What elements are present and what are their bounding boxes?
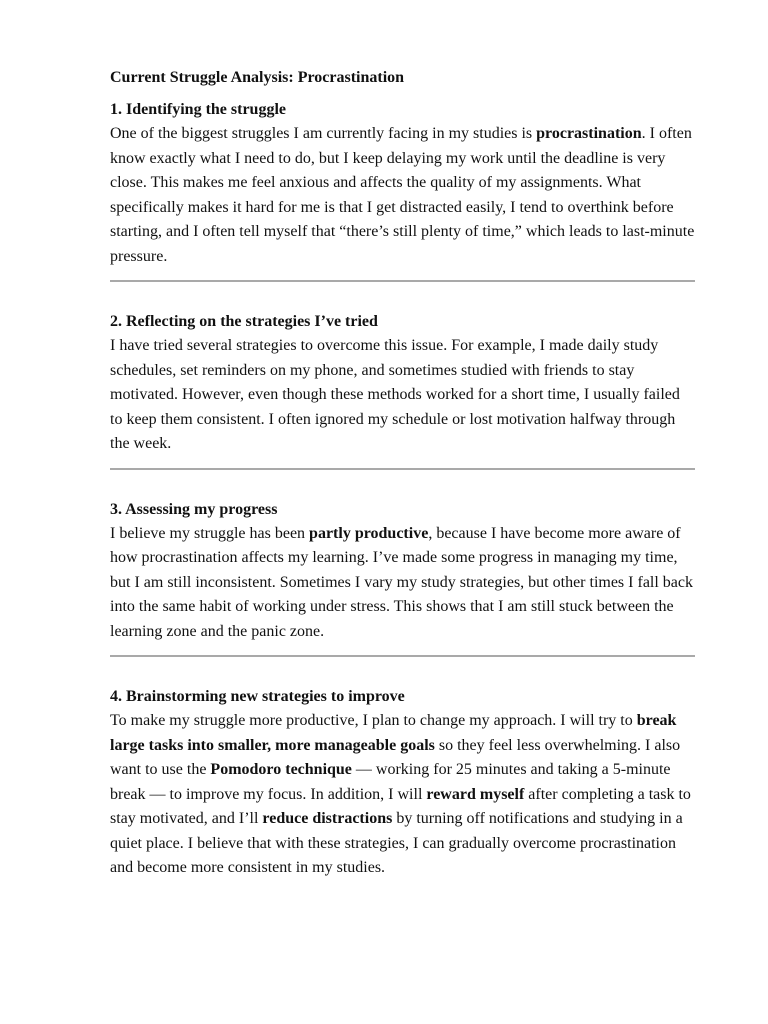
text-run: To make my struggle more productive, I plan to change my approach. I will try to bbox=[110, 712, 637, 729]
section-reflecting-strategies bbox=[110, 310, 695, 457]
section-paragraph bbox=[110, 334, 695, 457]
text-run: I have tried several strategies to overcome this issue. For example, I made daily study schedules, set reminders on my phone, and sometimes studied with friends to stay motivated. However, even though these methods worked for a short time, I usually failed to keep them consistent. I often ignored my schedule or lost motivation halfway through the week. bbox=[110, 337, 680, 452]
section-paragraph bbox=[110, 122, 695, 269]
section-paragraph bbox=[110, 709, 695, 881]
section-brainstorming-strategies bbox=[110, 685, 695, 881]
text-run: — working for 25 minutes and taking a 5-minute break — to improve my focus. In addition, I will bbox=[110, 761, 671, 803]
text-run: , because I have become more aware of how procrastination affects my learning. I’ve made some progress in managing my time, but I am still inconsistent. Sometimes I vary my study strategies, but other times I fall back into the same habit of working under stress. This shows that I am still stuck between the learning zone and the panic zone. bbox=[110, 524, 694, 640]
section-divider bbox=[110, 280, 695, 282]
section-divider bbox=[110, 655, 695, 657]
bold-text-run: break large tasks into smaller, more manageable goals bbox=[110, 712, 677, 754]
bold-text-run: partly productive bbox=[309, 524, 429, 542]
text-run: . I often know exactly what I need to do, but I keep delaying my work until the deadline is very close. This makes me feel anxious and affects the quality of my assignments. What specifically makes it hard for me is that I get distracted easily, I tend to overthink before starting, and I often tell myself that “there’s still plenty of time,” which leads to last-minute pressure. bbox=[110, 125, 695, 265]
bold-text-run: reward myself bbox=[426, 785, 525, 803]
document-body bbox=[110, 66, 695, 881]
bold-text-run: procrastination bbox=[536, 125, 642, 142]
section-heading: 1. Identifying the struggle bbox=[110, 101, 286, 118]
text-run: by turning off notifications and studying in a quiet place. I believe that with these strategies, I can gradually overcome procrastination and become more consistent in my studies. bbox=[110, 810, 683, 876]
text-run: One of the biggest struggles I am currently facing in my studies is bbox=[110, 125, 537, 142]
section-divider bbox=[110, 468, 695, 470]
section-assessing-progress bbox=[110, 498, 695, 645]
section-heading: 3. Assessing my progress bbox=[110, 500, 278, 518]
section-heading: 4. Brainstorming new strategies to improve bbox=[110, 688, 405, 705]
text-run: after completing a task to stay motivated, and I’ll bbox=[110, 785, 691, 827]
bold-text-run: reduce distractions bbox=[262, 810, 393, 827]
section-paragraph bbox=[110, 522, 695, 645]
text-run: I believe my struggle has been bbox=[110, 524, 310, 542]
section-heading: 2. Reflecting on the strategies I’ve tried bbox=[110, 313, 378, 330]
bold-text-run: Pomodoro technique bbox=[210, 761, 352, 778]
document-title: Current Struggle Analysis: Procrastination bbox=[110, 69, 405, 86]
text-run: so they feel less overwhelming. I also want to use the bbox=[110, 736, 681, 778]
section-identifying-struggle bbox=[110, 98, 695, 269]
